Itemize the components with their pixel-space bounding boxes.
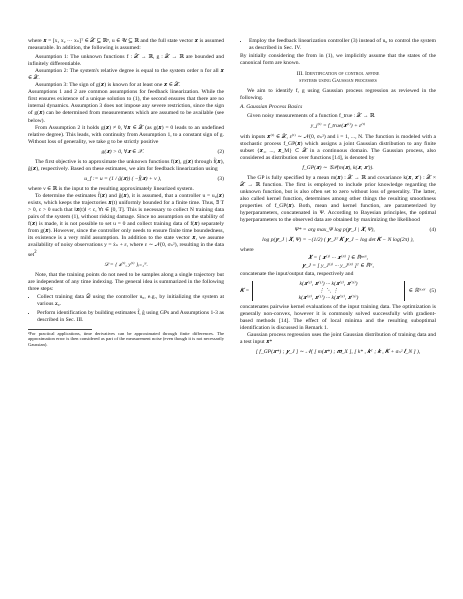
equation-body: Ψ* = arg max_Ψ log p(𝒚_J | 𝑿, Ψ), [294, 227, 375, 234]
section-heading-line: systems using Gaussian processes [299, 78, 377, 85]
paragraph: concatenate the input/output data, respectively and [240, 271, 354, 278]
paragraph: with inputs 𝒙⁽ⁱ⁾ ∈ 𝒳, ε⁽ⁱ⁾ ∼ 𝒩(0, σₙ²) and i = 1, ..., N. The function is modeled with a stochastic process f_GP(𝒙) which assigns a joint Gaussian distribution to any finite subset {𝒙₁, ..., 𝒙_M} ⊂ 𝒳 in a continuous domain. The Gaussian process, also considered as distribution over functions [14], is denoted by [240, 133, 436, 161]
paragraph: From Assumption 2 it holds g(𝒙) ≠ 0, ∀𝒙 ∈ 𝒳 (as g(𝒙) = 0 leads to an undefined relative degree). This leads, with continuity from Assumption 1, to a constant sign of g. Without loss of generality, we take g to be strictly positive [28, 124, 224, 145]
assumption-1: Assumption 1: The unknown functions f : 𝒳 → ℝ, g : 𝒳 → ℝ are bounded and infinitely differentiable. [28, 54, 224, 68]
paragraph: where 𝒙 = [x₁ x₂ ··· xₙ]ᵀ ∈ 𝒳 ⊆ ℝⁿ, u ∈ 𝒰 ⊆ ℝ and the full state vector 𝒙 is assumed measurable. In addition, the following is assumed: [28, 38, 224, 52]
assumption-2: Assumption 2: The system's relative degree is equal to the system order n for all 𝒙 ∈ 𝒳. [28, 68, 224, 82]
equation-log-likelihood [240, 237, 436, 244]
matrix-row: k(𝒙⁽ᴺ⁾, 𝒙⁽¹⁾) ··· k(𝒙⁽ᴺ⁾, 𝒙⁽ᴺ⁾) [298, 294, 359, 301]
paragraph-text: To determine the estimates f̂(𝒙) and ĝ(𝒙), it is assumed, that a controller u = u₀(𝒙) exists, which keeps the trajectories 𝒙(t) uniformly bounded for a finite time. Thus, ∃ T > 0, c > 0 such that ‖𝒙(t)‖ < c, ∀t ∈ [0, T]. This is necessary to collect N training data pairs of the system (1), without risking damage. Since no assumption on the stability of f(𝒙) is made, it is not possible to set u = 0 and collect training data of f(𝒙) separately from g(𝒙). However, since the controller only needs to ensure finite time boundedness, its existence is a very mild assumption. In addition to the state vector 𝒙, we assume availability of noisy observations y = ẋₙ + ε, where ε ∼ 𝒩(0, σₙ²), resulting in the data set [28, 192, 224, 259]
equation-number: (4) [429, 227, 436, 234]
paragraph: Note, that the training points do not need to be samples along a single trajectory but are independent of any time indexing. The general idea is summarized in the following three steps: [28, 272, 224, 293]
footnote-text: ²For practical applications, time derivatives can be approximated through finite differences. The approximation error is then considered as part of the measurement noise (even though it is not necessarily Gaussian). [28, 330, 224, 347]
subsection-heading: A. Gaussian Process Basics [240, 104, 303, 111]
steps-list-continued [240, 38, 436, 52]
matrix-row: k(𝒙⁽¹⁾, 𝒙⁽¹⁾) ··· k(𝒙⁽¹⁾, 𝒙⁽ᴺ⁾) [299, 281, 358, 288]
equation-3 [28, 176, 224, 183]
steps-list [28, 294, 224, 323]
equation-number: (2) [217, 148, 224, 155]
equation-body: y_j⁽ⁱ⁾ = f_true(𝒙⁽ⁱ⁾) + ε⁽ⁱ⁾ [310, 123, 366, 130]
matrix-row: ⋮ ⋱ ⋮ [318, 287, 339, 294]
equation-body: log p(𝒚_J | 𝑿, Ψ) = −(1/2) ( 𝒚_Jᵀ 𝑲 𝒚_J − log det 𝑲 − N log(2π) ), [262, 237, 414, 244]
paragraph: We aim to identify f, g using Gaussian process regression as reviewed in the following. [240, 88, 436, 102]
paragraph [28, 193, 224, 259]
paragraph: concatenates pairwise kernel evaluations of the input training data. The optimization is generally non-convex, however it is commonly solved successfully with gradient-based methods [14]. The effect of local minima and the resulting suboptimal identification is discussed in Remark 1. [240, 304, 436, 332]
equation-rhs: ∈ ℝᴺˣᴺ [408, 287, 426, 294]
section-heading [240, 71, 436, 85]
equation-output-vector [240, 263, 436, 270]
equation-observation [240, 123, 436, 130]
right-column [240, 38, 436, 359]
assumption-3: Assumption 3: The sign of g(𝒙) is known for at least one 𝒙 ∈ 𝒳. [35, 82, 181, 89]
section-heading-line: III. Identification of control affine [296, 71, 380, 78]
equation-input-matrix [240, 255, 436, 262]
left-column [28, 38, 224, 347]
paragraph: where ν ∈ ℝ is the input to the resulting approximately linearized system. [28, 185, 194, 192]
equation-body: [ f_GP(𝒙*) ; 𝒚_J ] ∼ 𝒩( [ m(𝒙*) ; 𝒎_X ], [ k* , 𝒌ᵀ ; 𝒌 , 𝑲 + σₙ² 𝑰_N ] ), [255, 349, 421, 356]
equation-body: 𝒚_J = [ y_J⁽¹⁾ ··· y_J⁽ᴺ⁾ ]ᵀ ∈ ℝᴺ, [302, 263, 374, 270]
equation-gp [240, 165, 436, 172]
equation-number: (5) [429, 287, 436, 294]
list-item: • Perform identification by building estimates f̂, ĝ using GPs and Assumptions 1-3 as described in Sec. III. [37, 310, 224, 324]
footnote-mark: 2 [34, 250, 37, 256]
equation-body: 𝒟 = { 𝒙⁽ⁱ⁾, y⁽ⁱ⁾ }ᵢ₌₁ᴺ. [104, 262, 148, 269]
equation-4 [240, 227, 436, 234]
list-item: • Employ the feedback linearization controller (3) instead of u₀ to control the system as described in Sec. IV. [249, 38, 436, 52]
equation-dataset [28, 262, 224, 269]
paragraph: Gaussian process regression uses the joint Gaussian distribution of training data and a test input 𝒙* [240, 332, 436, 346]
list-item: • Collect training data 𝒟 using the controller u₀, e.g., by initializing the system at various 𝒙₀. [37, 294, 224, 308]
equation-body: u_f := u = (1 / ĝ(𝒙)) ( −f̂(𝒙) + ν ), [84, 175, 162, 182]
kernel-matrix [252, 281, 405, 301]
equation-joint-distribution [240, 349, 436, 356]
equation-2 [28, 149, 224, 156]
paragraph: Assumptions 1 and 2 are common assumptions for feedback linearization. While the first ensures existence of a unique solution to (1), the second ensures that there are no internal dynamics. Assumption 3 does not impose any severe restriction, since the sign of g(𝒙) can be determined from measurements which are assumed to be available (see below). [28, 89, 224, 124]
paragraph: The GP is fully specified by a mean m(𝒙) : 𝒳 → ℝ and covariance k(𝒙, 𝒙′) : 𝒳 × 𝒳 → ℝ function. The first is employed to include prior knowledge regarding the unknown function, but is also often set to zero without loss of generality. The latter, also called kernel function, determines among other things the resulting smoothness properties of f_GP(𝒙). Both, mean and kernel function, are parameterized by hyperparameters, concatenated in Ψ. According to Bayesian principles, the optimal hyperparameters to the observed data are obtained by maximizing the likelihood [240, 174, 436, 224]
equation-5 [240, 281, 436, 301]
paragraph: where [240, 247, 254, 254]
equation-number: (3) [217, 175, 224, 182]
equation-body: g(𝒙) > 0, ∀𝒙 ∈ 𝒳. [101, 148, 144, 155]
paragraph: Given noisy measurements of a function f_true : 𝒳 → ℝ [247, 113, 375, 120]
equation-body: f_GP(𝒙) ∼ 𝒢𝒫(m(𝒙), k(𝒙, 𝒙′)). [302, 164, 374, 171]
paragraph: By initially considering the from in (1), we implicitly assume that the states of the canonical form are known. [240, 53, 436, 67]
paragraph: The first objective is to approximate the unknown functions f(𝒙), g(𝒙) through f̂(𝒙), ĝ(𝒙), respectively. Based on these estimates, we aim for feedback linearization using [28, 158, 224, 172]
equation-lhs: 𝑲 = [240, 287, 250, 294]
equation-body: 𝑿 = [ 𝒙⁽¹⁾ ··· 𝒙⁽ᴺ⁾ ] ∈ ℝⁿˣᴺ, [307, 255, 369, 262]
